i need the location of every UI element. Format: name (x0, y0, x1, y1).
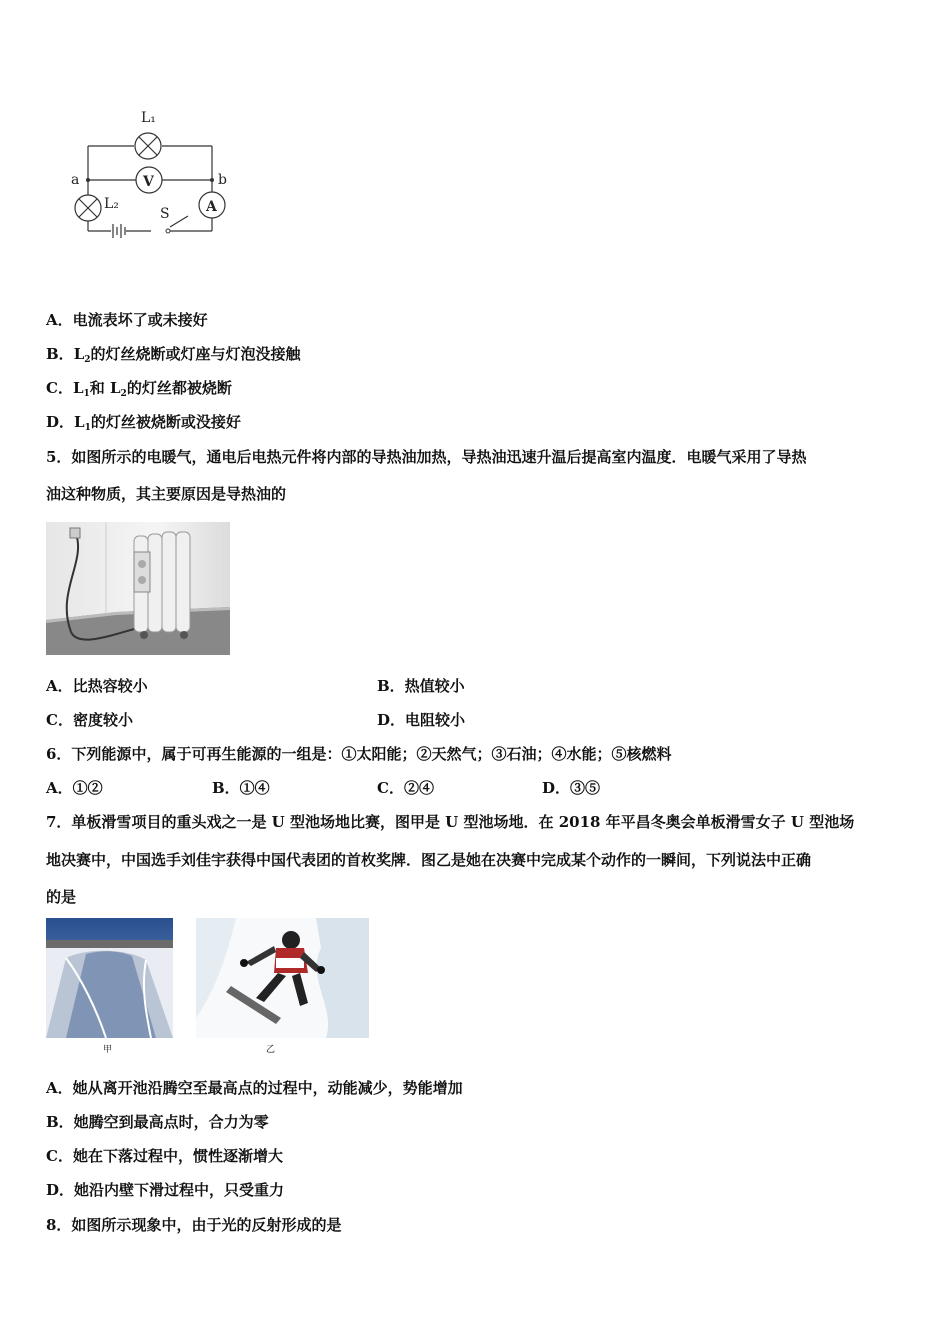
q7-stem-line3: 的是 (46, 888, 77, 906)
caption-yi: 乙 (266, 1045, 276, 1055)
label-s: S (160, 206, 170, 222)
q4-option-c: C．$L_1$和 $L_2$的灯丝都被烧断 (46, 379, 232, 399)
q7-option-c: C．她在下落过程中，惯性逐渐增大 (46, 1147, 283, 1165)
q4-option-b: B．$L_2$的灯丝烧断或灯座与灯泡没接触 (46, 345, 301, 365)
label-node-b: b (218, 172, 227, 188)
q6-option-c: C．②④ (377, 779, 434, 797)
q6-option-b: B．①④ (212, 779, 270, 797)
q5-option-d: D．电阻较小 (377, 711, 466, 729)
label-a-meter: A (206, 199, 217, 215)
q7-option-d: D．她沿内壁下滑过程中，只受重力 (46, 1181, 285, 1199)
q6-stem: 6．下列能源中，属于可再生能源的一组是：①太阳能；②天然气；③石油；④水能；⑤核燃料 (46, 745, 672, 763)
label-v: V (143, 174, 154, 190)
label-node-a: a (71, 172, 80, 188)
label-l1: L₁ (141, 110, 156, 126)
heater-photo (46, 522, 230, 655)
q5-stem-line1: 5．如图所示的电暖气，通电后电热元件将内部的导热油加热，导热油迅速升温后提高室内温度．电暖气采用了导热 (46, 448, 807, 466)
q8-stem: 8．如图所示现象中，由于光的反射形成的是 (46, 1216, 342, 1234)
q4-option-a: A．电流表坏了或未接好 (46, 311, 208, 329)
q5-option-c: C．密度较小 (46, 711, 133, 729)
q7-option-a: A．她从离开池沿腾空至最高点的过程中，动能减少，势能增加 (46, 1079, 463, 1097)
q7-option-b: B．她腾空到最高点时，合力为零 (46, 1113, 269, 1131)
circuit-diagram (66, 108, 236, 243)
q5-stem-line2: 油这种物质，其主要原因是导热油的 (46, 485, 287, 503)
q7-stem-line1: 7．单板滑雪项目的重头戏之一是 U 型池场地比赛，图甲是 U 型池场地．在 2018 年平昌冬奥会单板滑雪女子 U 型池场 (46, 813, 855, 831)
halfpipe-photo (46, 918, 173, 1038)
label-l2: L₂ (104, 196, 119, 212)
q4-option-d: D．$L_1$的灯丝被烧断或没接好 (46, 413, 241, 433)
q7-stem-line2: 地决赛中，中国选手刘佳宇获得中国代表团的首枚奖牌．图乙是她在决赛中完成某个动作的一瞬间，下列说法中正确 (46, 851, 812, 869)
q5-option-b: B．热值较小 (377, 677, 465, 695)
snowboarder-photo (196, 918, 369, 1038)
lamp-l1-icon (135, 133, 161, 159)
q5-option-a: A．比热容较小 (46, 677, 148, 695)
caption-jia: 甲 (103, 1045, 113, 1055)
q6-option-d: D．③⑤ (542, 779, 601, 797)
q6-option-a: A．①② (46, 779, 103, 797)
lamp-l2-icon (75, 195, 101, 221)
